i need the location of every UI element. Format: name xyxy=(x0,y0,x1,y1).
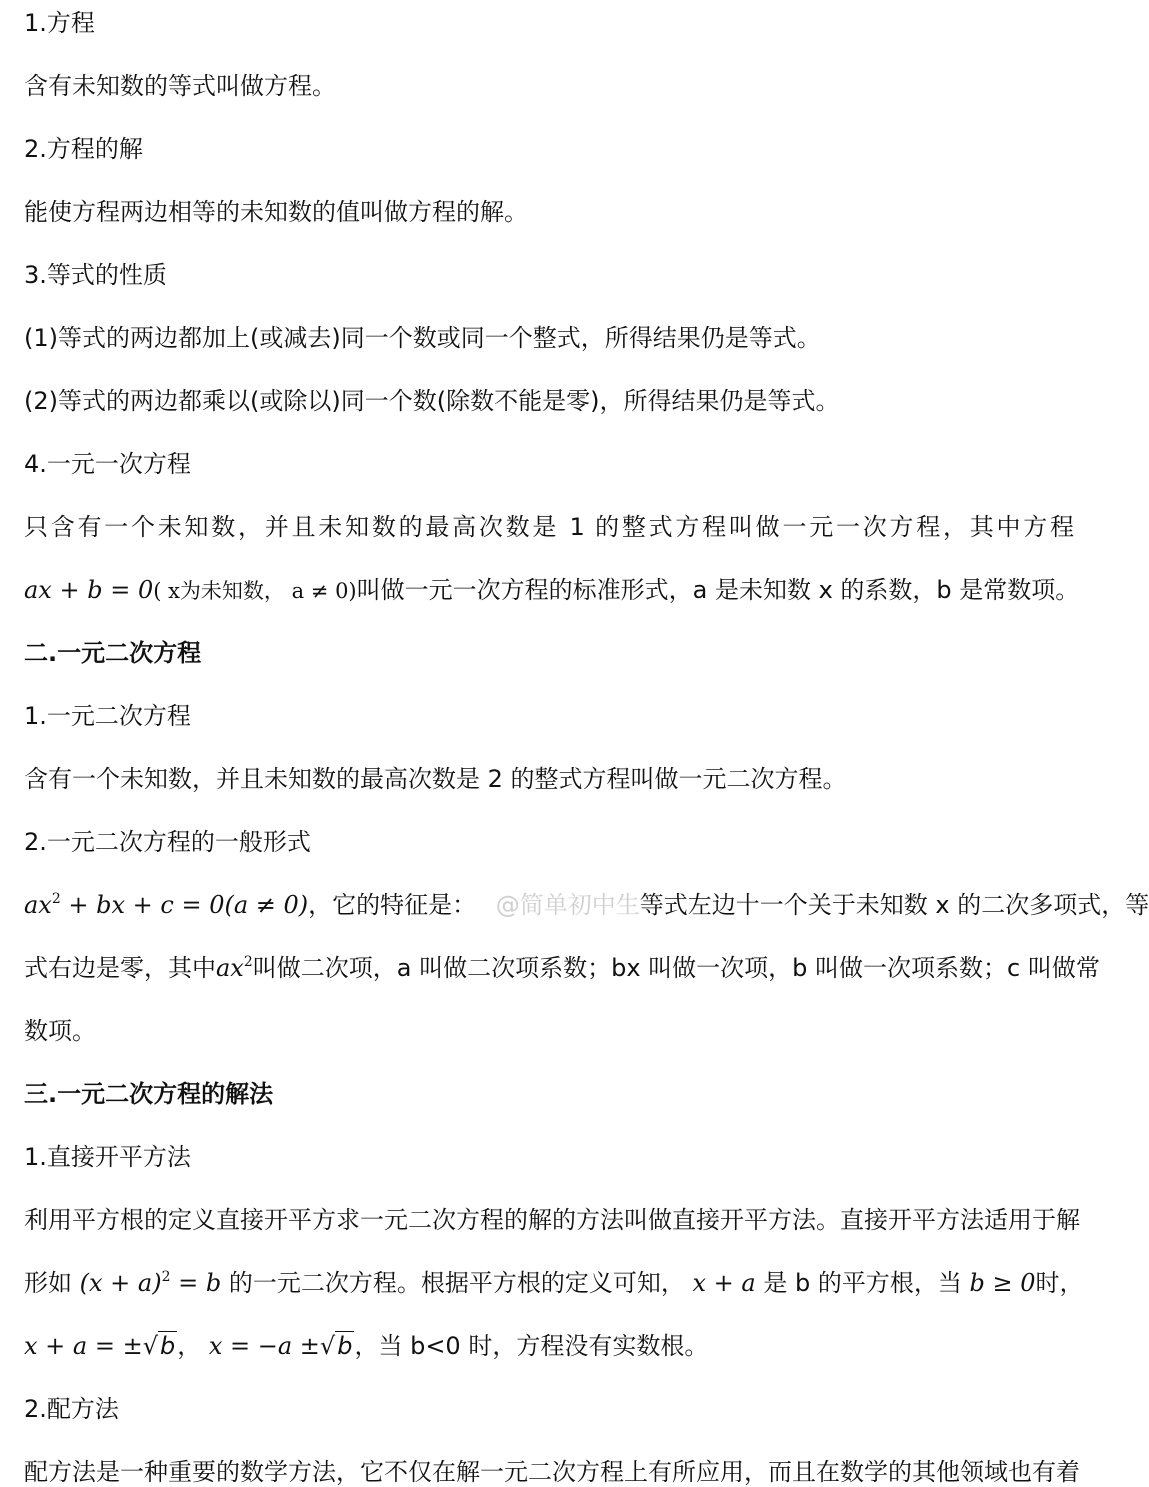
paragraph-general-form-3: 数项。 xyxy=(24,1017,96,1045)
general-form-rest: + bx + c = 0(a ≠ 0) xyxy=(60,891,309,919)
form-pre: 形如 xyxy=(24,1269,72,1297)
result-eq-2: x = −a ± xyxy=(208,1332,320,1360)
form-equation-rhs: = b xyxy=(170,1269,222,1297)
heading-equality-properties: 3.等式的性质 xyxy=(24,261,167,289)
form-equation-lhs: (x + a) xyxy=(79,1269,162,1297)
paragraph-solution-def: 能使方程两边相等的未知数的值叫做方程的解。 xyxy=(24,198,528,226)
paragraph-quadratic-def: 含有一个未知数，并且未知数的最高次数是 2 的整式方程叫做一元二次方程。 xyxy=(24,765,847,793)
sqrt-sign-icon: √ xyxy=(319,1332,336,1360)
paragraph-linear-def: 只含有一个未知数，并且未知数的最高次数是 1 的整式方程叫做一元一次方程，其中方程 xyxy=(24,513,1074,541)
form-condition: b ≥ 0 xyxy=(969,1269,1036,1297)
heading-quadratic: 1.一元二次方程 xyxy=(24,702,191,730)
paragraph-general-form-2 xyxy=(24,953,1100,983)
general-form-exponent: 2 xyxy=(51,891,61,907)
linear-standard-text: 叫做一元一次方程的标准形式，a 是未知数 x 的系数，b 是常数项。 xyxy=(356,576,1080,604)
quadratic-term-ax: ax xyxy=(216,954,244,982)
heading-completing-square: 2.配方法 xyxy=(24,1395,119,1423)
form-mid: 的一元二次方程。根据平方根的定义可知， xyxy=(228,1269,685,1297)
paragraph-general-form xyxy=(24,890,1149,920)
heading-general-form: 2.一元二次方程的一般形式 xyxy=(24,828,311,856)
result-eq-1: x + a = ± xyxy=(24,1332,143,1360)
section-title-solving-methods: 三.一元二次方程的解法 xyxy=(24,1080,274,1108)
paragraph-equation-def: 含有未知数的等式叫做方程。 xyxy=(24,72,336,100)
paragraph-direct-root-def: 利用平方根的定义直接开平方求一元二次方程的解的方法叫做直接开平方法。直接开平方法适用于解 xyxy=(24,1206,1080,1234)
paragraph-linear-standard xyxy=(24,575,1080,606)
result-separator: ， xyxy=(177,1332,202,1360)
general-form-tail: 等式左边十一个关于未知数 x 的二次多项式，等 xyxy=(639,891,1149,919)
linear-standard-formula: ax + b = 0 xyxy=(24,576,154,604)
paragraph-direct-root-result xyxy=(24,1331,1074,1361)
general-form-2-pre: 式右边是零，其中 xyxy=(24,954,216,982)
paragraph-direct-root-form xyxy=(24,1268,1084,1298)
paragraph-property-1: (1)等式的两边都加上(或减去)同一个数或同一个整式，所得结果仍是等式。 xyxy=(24,324,821,352)
watermark-text: @简单初中生 xyxy=(495,891,640,919)
section-title-quadratic: 二.一元二次方程 xyxy=(24,639,202,667)
heading-equation: 1.方程 xyxy=(24,9,95,37)
heading-solution: 2.方程的解 xyxy=(24,135,143,163)
paragraph-property-2: (2)等式的两边都乘以(或除以)同一个数(除数不能是零)，所得结果仍是等式。 xyxy=(24,387,840,415)
general-form-2-tail: 叫做二次项，a 叫做二次项系数；bx 叫做一次项，b 叫做一次项系数；c 叫做常 xyxy=(252,954,1100,982)
heading-linear-equation: 4.一元一次方程 xyxy=(24,450,191,478)
sqrt-sign-icon: √ xyxy=(142,1332,158,1360)
general-form-feature: ，它的特征是： xyxy=(308,891,477,919)
form-end: 时， xyxy=(1035,1269,1084,1297)
form-x-plus-a: x + a xyxy=(692,1269,756,1297)
quadratic-term-exponent: 2 xyxy=(243,954,253,970)
linear-standard-condition: ( x为未知数， a ≠ 0) xyxy=(153,579,357,603)
form-equation-exponent: 2 xyxy=(161,1269,171,1285)
paragraph-completing-square: 配方法是一种重要的数学方法，它不仅在解一元二次方程上有所应用，而且在数学的其他领域也有着 xyxy=(24,1458,1080,1486)
general-form-ax: ax xyxy=(24,891,52,919)
heading-direct-square-root: 1.直接开平方法 xyxy=(24,1143,191,1171)
form-mid2: 是 b 的平方根，当 xyxy=(763,1269,962,1297)
result-sqrt-2: b xyxy=(337,1332,353,1360)
result-sqrt-1: b xyxy=(159,1332,176,1360)
result-tail: ，当 b<0 时，方程没有实数根。 xyxy=(354,1332,709,1360)
